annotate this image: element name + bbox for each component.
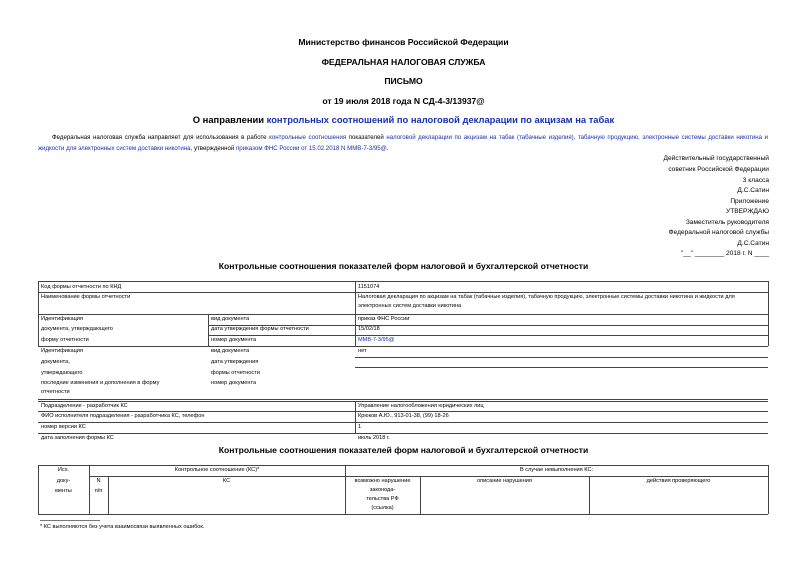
form-name-label: Наименование формы отчетности bbox=[41, 294, 131, 300]
approval-date-line: "__" ________ 2018 г. N ____ bbox=[680, 250, 769, 257]
table1-border bbox=[38, 281, 768, 282]
identification-label-3: форму отчетности bbox=[41, 337, 89, 343]
changes-ident-label-1: Идентификация bbox=[41, 348, 83, 354]
document-type: ПИСЬМО bbox=[384, 76, 423, 86]
table1-border bbox=[38, 422, 768, 423]
footnote: * КС выполняются без учета взаимосвязи выявленных ошибок. bbox=[40, 524, 205, 530]
changes-ident-label-4: последние изменения и дополнения в форму bbox=[41, 380, 160, 386]
author-label: ФИО исполнителя подразделения - разработчика КС, телефон bbox=[41, 413, 205, 419]
approver-title-1: Заместитель руководителя bbox=[685, 219, 769, 226]
para-text-2: показателей bbox=[346, 134, 387, 141]
table2-border bbox=[768, 465, 769, 514]
document-date-number: от 19 июля 2018 года N СД-4-3/13937@ bbox=[322, 96, 485, 106]
footnote-divider bbox=[40, 520, 100, 521]
table1-border bbox=[355, 401, 356, 433]
col-control-ratio: Контрольное соотношение (КС)* bbox=[174, 467, 260, 473]
changes-date-label-2: формы отчетности bbox=[211, 370, 260, 376]
table1-border bbox=[768, 281, 769, 346]
title-link[interactable]: контрольных соотношений по налоговой декларации по акцизам на табак bbox=[266, 114, 615, 125]
col-number-1: N bbox=[96, 478, 101, 484]
signature-line-1: Действительный государственный bbox=[663, 155, 769, 162]
changes-ident-label-5: отчетности bbox=[41, 389, 70, 395]
fill-date-value: июль 2018 г. bbox=[358, 435, 390, 441]
appendix-label: Приложение bbox=[730, 198, 769, 205]
link-fns-order[interactable]: приказом ФНС России от 15.02.2018 N ММВ-7-3/95@ bbox=[236, 145, 387, 152]
body-paragraph bbox=[38, 132, 768, 154]
table1-border bbox=[38, 399, 768, 400]
ministry-name: Министерство финансов Российской Федерации bbox=[298, 37, 509, 47]
knd-value: 1151074 bbox=[358, 284, 380, 290]
col-violation-3: тельства РФ bbox=[366, 496, 399, 502]
doc-number-link[interactable]: ММВ-7-3/95@ bbox=[358, 337, 395, 343]
identification-label-2: документа, утверждающего bbox=[41, 326, 113, 332]
dept-label: Подразделение - разработчик КС bbox=[41, 403, 128, 409]
section-1-title: Контрольные соотношения показателей форм налоговой и бухгалтерской отчетности bbox=[218, 261, 589, 271]
col-number-2: п/п bbox=[94, 488, 103, 494]
col-if-failed: В случае невыполнения КС: bbox=[519, 467, 594, 473]
service-name: ФЕДЕРАЛЬНАЯ НАЛОГОВАЯ СЛУЖБА bbox=[321, 57, 486, 67]
signature-name-2: Д.С.Сатин bbox=[737, 240, 769, 247]
para-text-4: . bbox=[386, 145, 389, 152]
version-label: номер версии КС bbox=[41, 424, 86, 430]
fill-date-label: дата заполнения формы КС bbox=[41, 435, 114, 441]
changes-kind-value: нет bbox=[358, 348, 367, 354]
para-text-1: Федеральная налоговая служба направляет для использования в работе bbox=[52, 134, 270, 141]
col-violation-4: (ссылка) bbox=[371, 505, 394, 511]
col-source-docs-2: доку- bbox=[56, 478, 71, 484]
link-control-ratios[interactable]: контрольные соотношения bbox=[269, 134, 347, 141]
link-tax-declaration[interactable]: налоговой декларации по акцизам на табак (табачные изделия), табачную продукцию, электронные системы доставки никотина и жидкости для электронных систем доставки никотина bbox=[38, 134, 768, 152]
changes-ident-label-3: утверждающего bbox=[41, 370, 83, 376]
document-title bbox=[0, 114, 807, 125]
approve-label: УТВЕРЖДАЮ bbox=[726, 208, 769, 215]
identification-label-1: Идентификация bbox=[41, 316, 83, 322]
table2-border bbox=[38, 514, 768, 515]
col-ks: КС bbox=[222, 478, 231, 484]
author-value: Крюков А.Ю., 913-01-38, (99) 18-26 bbox=[358, 413, 449, 419]
signature-name-1: Д.С.Сатин bbox=[737, 187, 769, 194]
doc-kind-value: приказ ФНС России bbox=[358, 316, 410, 322]
table1-border bbox=[355, 357, 768, 358]
table1-border bbox=[208, 335, 768, 336]
changes-date-label-1: дата утверждения bbox=[211, 359, 259, 365]
doc-kind-label: вид документа bbox=[211, 316, 250, 322]
changes-number-label: номер документа bbox=[211, 380, 257, 386]
dept-value: Управление налогообложения юридических лиц bbox=[358, 403, 484, 409]
document-title-prefix: О направлении bbox=[192, 114, 267, 125]
col-inspector-actions: действия проверяющего bbox=[646, 478, 711, 484]
signature-line-3: 3 класса bbox=[742, 177, 769, 184]
table1-border bbox=[38, 433, 768, 434]
col-violation-description: описание нарушения bbox=[477, 478, 532, 484]
col-source-docs-1: Исх. bbox=[57, 467, 70, 473]
changes-ident-label-2: документа, bbox=[41, 359, 70, 365]
form-name-value: Налоговая декларация по акцизам на табак (табачные изделия), табачную продукцию, электронные системы доставки никотина и жидкости для электронных систем доставки никотина bbox=[358, 294, 735, 309]
table1-border bbox=[38, 281, 39, 346]
approver-title-2: Федеральной налоговой службы bbox=[668, 229, 769, 236]
doc-date-label: дата утверждения формы отчетности bbox=[211, 326, 309, 332]
para-text-3: , утвержденной bbox=[190, 145, 236, 152]
table1-border bbox=[38, 346, 768, 347]
knd-label: Код формы отчетности по КНД bbox=[41, 284, 122, 290]
col-violation-2: законода- bbox=[369, 487, 396, 493]
doc-date-value: 15/02/18 bbox=[358, 326, 380, 332]
col-violation-1: возможно нарушение bbox=[354, 478, 411, 484]
version-value: 1 bbox=[358, 424, 362, 430]
table1-border bbox=[355, 367, 768, 368]
table1-border bbox=[208, 314, 209, 346]
col-source-docs-3: менты bbox=[55, 488, 72, 494]
changes-kind-label: вид документа bbox=[211, 348, 250, 354]
doc-number-label: номер документа bbox=[211, 337, 257, 343]
signature-line-2: советник Российской Федерации bbox=[668, 166, 769, 173]
section-2-title: Контрольные соотношения показателей форм налоговой и бухгалтерской отчетности bbox=[218, 445, 589, 455]
table1-border bbox=[355, 281, 356, 346]
